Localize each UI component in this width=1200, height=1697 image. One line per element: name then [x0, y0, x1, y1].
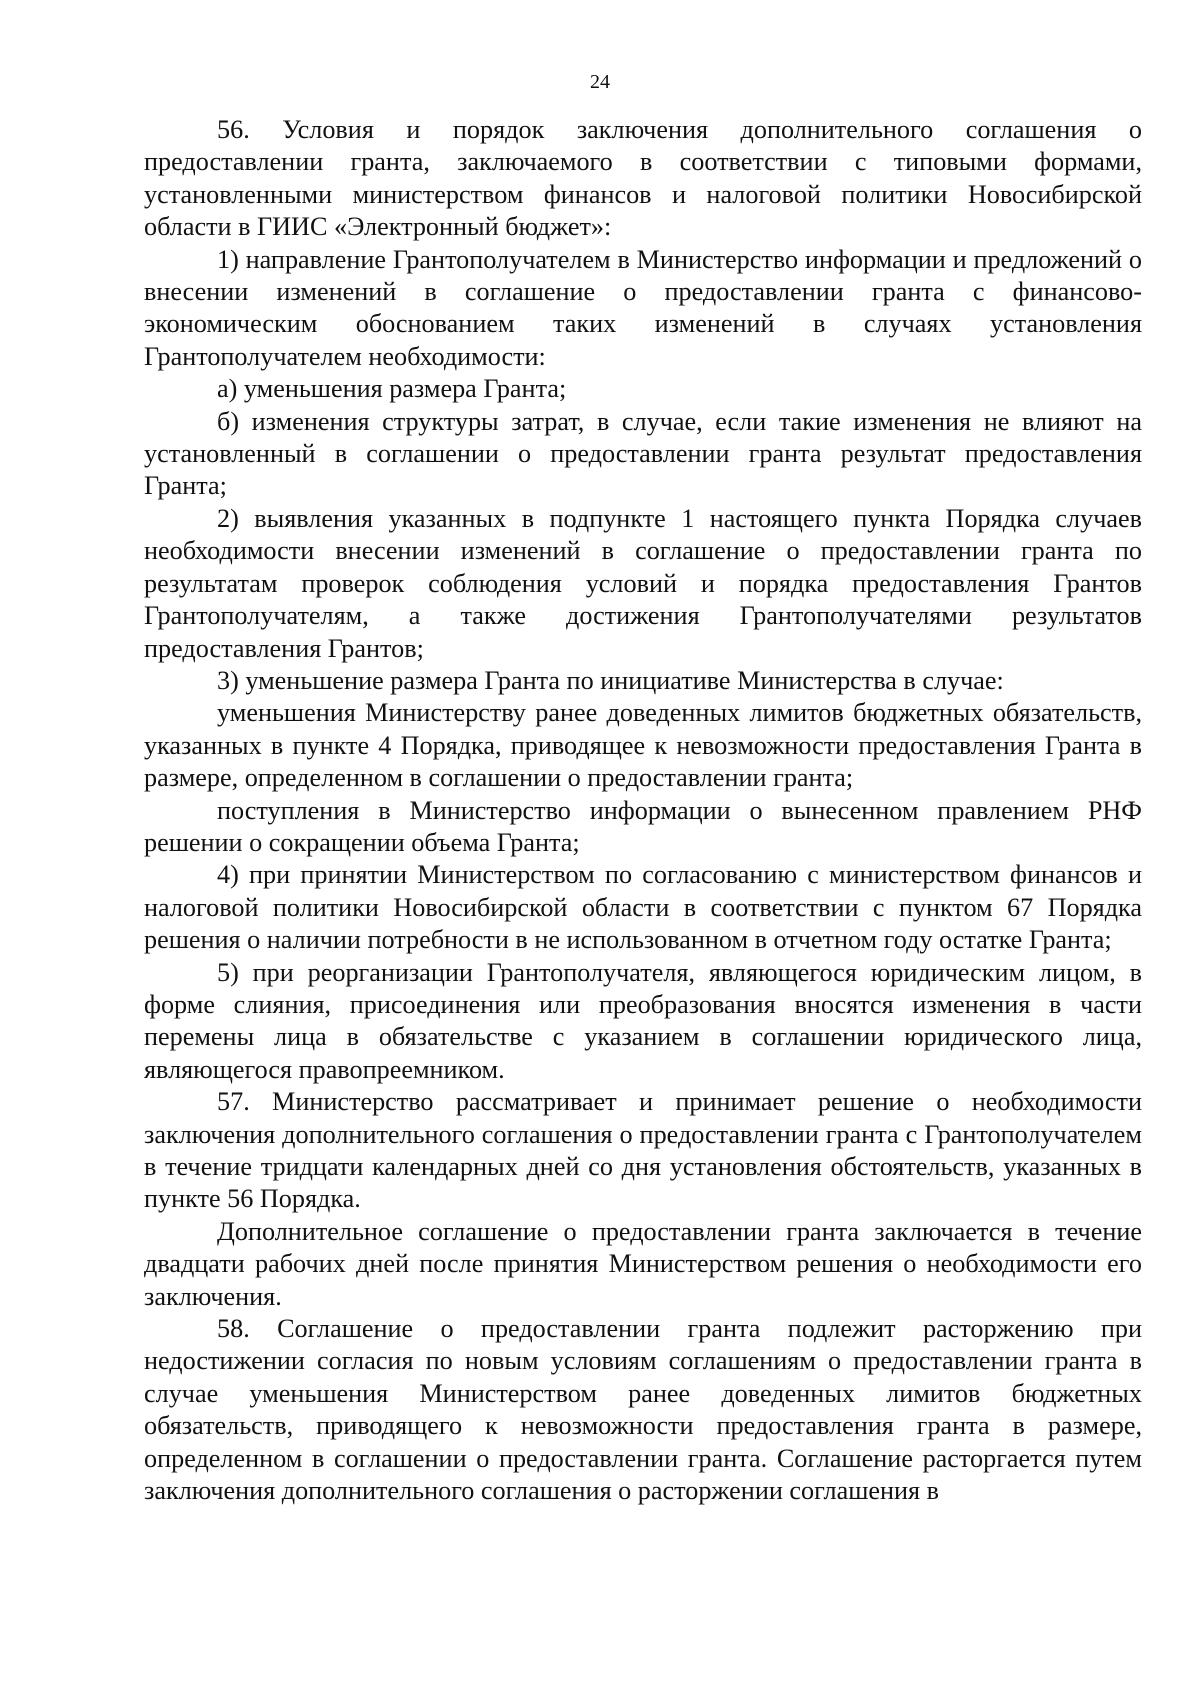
paragraph-56-intro: 56. Условия и порядок заключения дополнительного соглашения о предоставлении гранта, заключаемого в соответствии с типовыми формами, установленными министерством финансов и налоговой политики Новосибирской области в ГИИС «Электронный бюджет»: [144, 115, 1142, 242]
paragraph-56-item-3-case-2: поступления в Министерство информации о вынесенном правлением РНФ решении о сокращении объема Гранта; [144, 795, 1142, 857]
document-body [144, 114, 1142, 1507]
paragraph-56-item-3: 3) уменьшение размера Гранта по инициативе Министерства в случае: [217, 665, 1004, 695]
paragraph-58: 58. Соглашение о предоставлении гранта подлежит расторжению при недостижении согласия по новым условиям соглашениям о предоставлении гранта в случае уменьшения Министерством ранее доведенных лимитов бюджетных обязательств, приводящего к невозможности предоставления гранта в размере, определенном в соглашении о предоставлении гранта. Соглашение расторгается путем заключения дополнительного соглашения о расторжении соглашения в [144, 1314, 1142, 1506]
paragraph-56-item-2: 2) выявления указанных в подпункте 1 настоящего пункта Порядка случаев необходимости внесении изменений в соглашение о предоставлении гранта по результатам проверок соблюдения условий и порядка предоставления Грантов Грантополучателям, а также достижения Грантополучателями результатов предоставления Грантов; [144, 503, 1142, 663]
page-number: 24 [590, 71, 610, 93]
paragraph-56-item-5: 5) при реорганизации Грантополучателя, являющегося юридическим лицом, в форме слияния, присоединения или преобразования вносятся изменения в части перемены лица в обязательстве с указанием в соглашении юридического лица, являющегося правопреемником. [144, 957, 1142, 1084]
paragraph-56-item-1b: б) изменения структуры затрат, в случае, если такие изменения не влияют на установленный в соглашении о предоставлении гранта результат предоставления Гранта; [144, 406, 1142, 501]
paragraph-57-continued: Дополнительное соглашение о предоставлении гранта заключается в течение двадцати рабочих дней после принятия Министерством решения о необходимости его заключения. [144, 1216, 1142, 1311]
paragraph-56-item-3-case-1: уменьшения Министерству ранее доведенных лимитов бюджетных обязательств, указанных в пункте 4 Порядка, приводящее к невозможности предоставления Гранта в размере, определенном в соглашении о предоставлении гранта; [144, 698, 1142, 793]
paragraph-56-item-1a: а) уменьшения размера Гранта; [217, 374, 567, 404]
paragraph-56-item-1: 1) направление Грантополучателем в Министерство информации и предложений о внесении изменений в соглашение о предоставлении гранта с финансово-экономическим обоснованием таких изменений в случаях установления Грантополучателем необходимости: [144, 244, 1142, 371]
paragraph-57: 57. Министерство рассматривает и принимает решение о необходимости заключения дополнительного соглашения о предоставлении гранта с Грантополучателем в течение тридцати календарных дней со дня установления обстоятельств, указанных в пункте 56 Порядка. [144, 1087, 1142, 1214]
paragraph-56-item-4: 4) при принятии Министерством по согласованию с министерством финансов и налоговой политики Новосибирской области в соответствии с пунктом 67 Порядка решения о наличии потребности в не использованном в отчетном году остатке Гранта; [144, 860, 1142, 955]
